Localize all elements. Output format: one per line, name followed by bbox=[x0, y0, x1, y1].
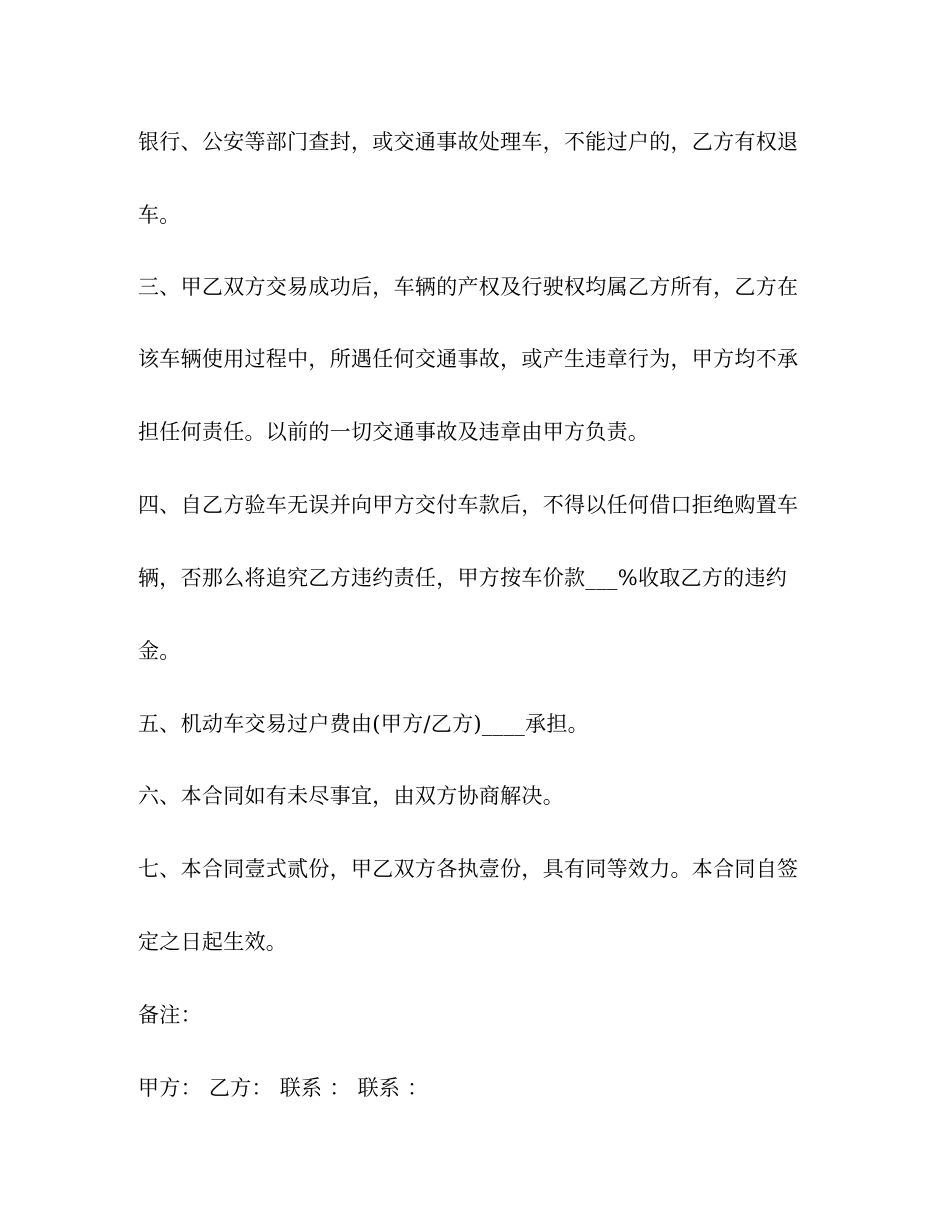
clause-4-line-3: 金。 bbox=[138, 639, 181, 663]
signature-line: 甲方： 乙方： 联系 ： 联系 ： bbox=[138, 1076, 429, 1100]
clause-5: 五、机动车交易过户费由(甲方/乙方)____承担。 bbox=[138, 712, 589, 736]
remarks-label: 备注： bbox=[138, 1003, 202, 1027]
clause-3-line-3: 担任何责任。以前的一切交通事故及违章由甲方负责。 bbox=[138, 420, 650, 444]
clause-4-line-1: 四、自乙方验车无误并向甲方交付车款后，不得以任何借口拒绝购置车 bbox=[138, 493, 799, 517]
clause-2-continued-line-2: 车。 bbox=[138, 203, 181, 227]
clause-7-line-1: 七、本合同壹式贰份，甲乙双方各执壹份，具有同等效力。本合同自签 bbox=[138, 857, 799, 881]
clause-2-continued-line-1: 银行、公安等部门查封，或交通事故处理车，不能过户的，乙方有权退 bbox=[138, 130, 799, 154]
clause-3-line-2: 该车辆使用过程中，所遇任何交通事故，或产生违章行为，甲方均不承 bbox=[138, 347, 799, 371]
clause-4-line-2: 辆，否那么将追究乙方违约责任，甲方按车价款___%收取乙方的违约 bbox=[138, 566, 788, 590]
clause-3-line-1: 三、甲乙双方交易成功后，车辆的产权及行驶权均属乙方所有，乙方在 bbox=[138, 275, 799, 299]
clause-7-line-2: 定之日起生效。 bbox=[138, 930, 288, 954]
clause-6: 六、本合同如有未尽事宜，由双方协商解决。 bbox=[138, 784, 564, 808]
